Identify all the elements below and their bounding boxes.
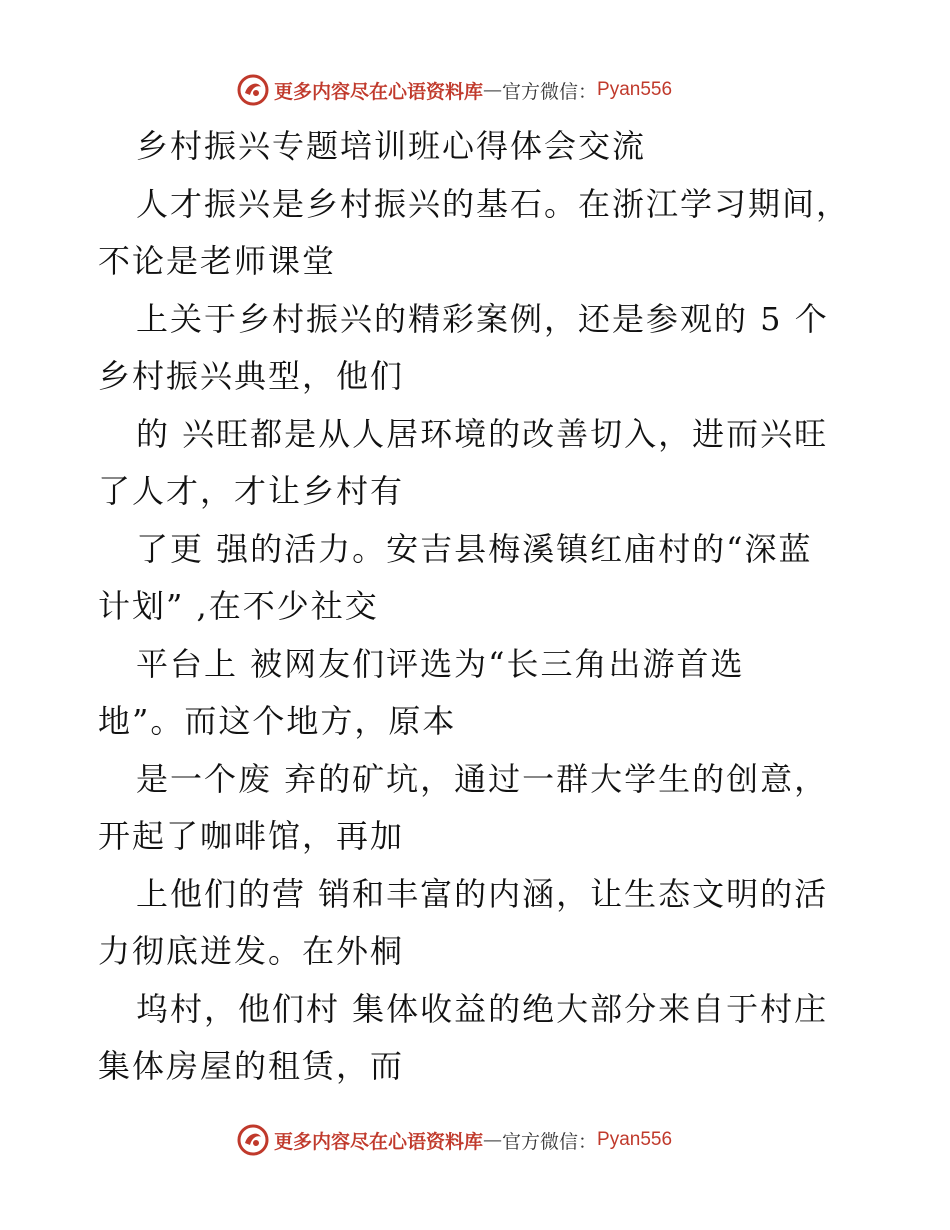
paragraph-line: 不论是老师课堂 (98, 242, 337, 280)
paragraph-line: 力彻底迸发。在外桐 (98, 932, 405, 970)
red-swirl-logo-icon (236, 73, 270, 107)
header-separator: — (483, 79, 503, 101)
paragraph-line: 坞村，他们村 集体收益的绝大部分来自于村庄 (136, 989, 829, 1028)
red-swirl-logo-icon (236, 1123, 270, 1157)
paragraph-line: 平台上 被网友们评选为“长三角出游首选 (136, 644, 745, 683)
footer-wechat-label: 官方微信： (502, 1130, 598, 1153)
paragraph-line: 地”。而这个地方，原本 (98, 702, 457, 740)
paragraph-line: 人才振兴是乡村振兴的基石。在浙江学习期间， (136, 184, 851, 223)
paragraph-line: 开起了咖啡馆，再加 (98, 817, 405, 855)
footer-separator: — (483, 1129, 503, 1151)
header-wechat-id: Pyan556 (597, 79, 673, 100)
paragraph-line: 了更 强的活力。安吉县梅溪镇红庙村的“深蓝 (136, 529, 813, 568)
footer-banner (236, 1122, 672, 1158)
paragraph-line: 上关于乡村振兴的精彩案例，还是参观的 5 个 (136, 299, 829, 338)
header-wechat-label: 官方微信： (502, 80, 598, 103)
paragraph-line: 集体房屋的租赁，而 (98, 1047, 405, 1085)
paragraph-line: 是一个废 弃的矿坑，通过一群大学生的创意， (136, 759, 829, 798)
footer-wechat-id: Pyan556 (597, 1129, 673, 1150)
paragraph-line: 了人才，才让乡村有 (98, 472, 405, 510)
paragraph-line: 上他们的营 销和丰富的内涵，让生态文明的活 (136, 874, 829, 913)
paragraph-line: 的 兴旺都是从人居环境的改善切入，进而兴旺 (136, 414, 829, 453)
document-body (98, 118, 851, 1096)
header-brand-text: 更多内容尽在心语资料库 (274, 80, 484, 103)
document-title: 乡村振兴专题培训班心得体会交流 (136, 127, 647, 165)
paragraph-line: 乡村振兴典型，他们 (98, 357, 405, 395)
paragraph-line: 计划” ,在不少社交 (98, 587, 379, 625)
header-banner (236, 72, 672, 108)
footer-brand-text: 更多内容尽在心语资料库 (274, 1130, 484, 1153)
